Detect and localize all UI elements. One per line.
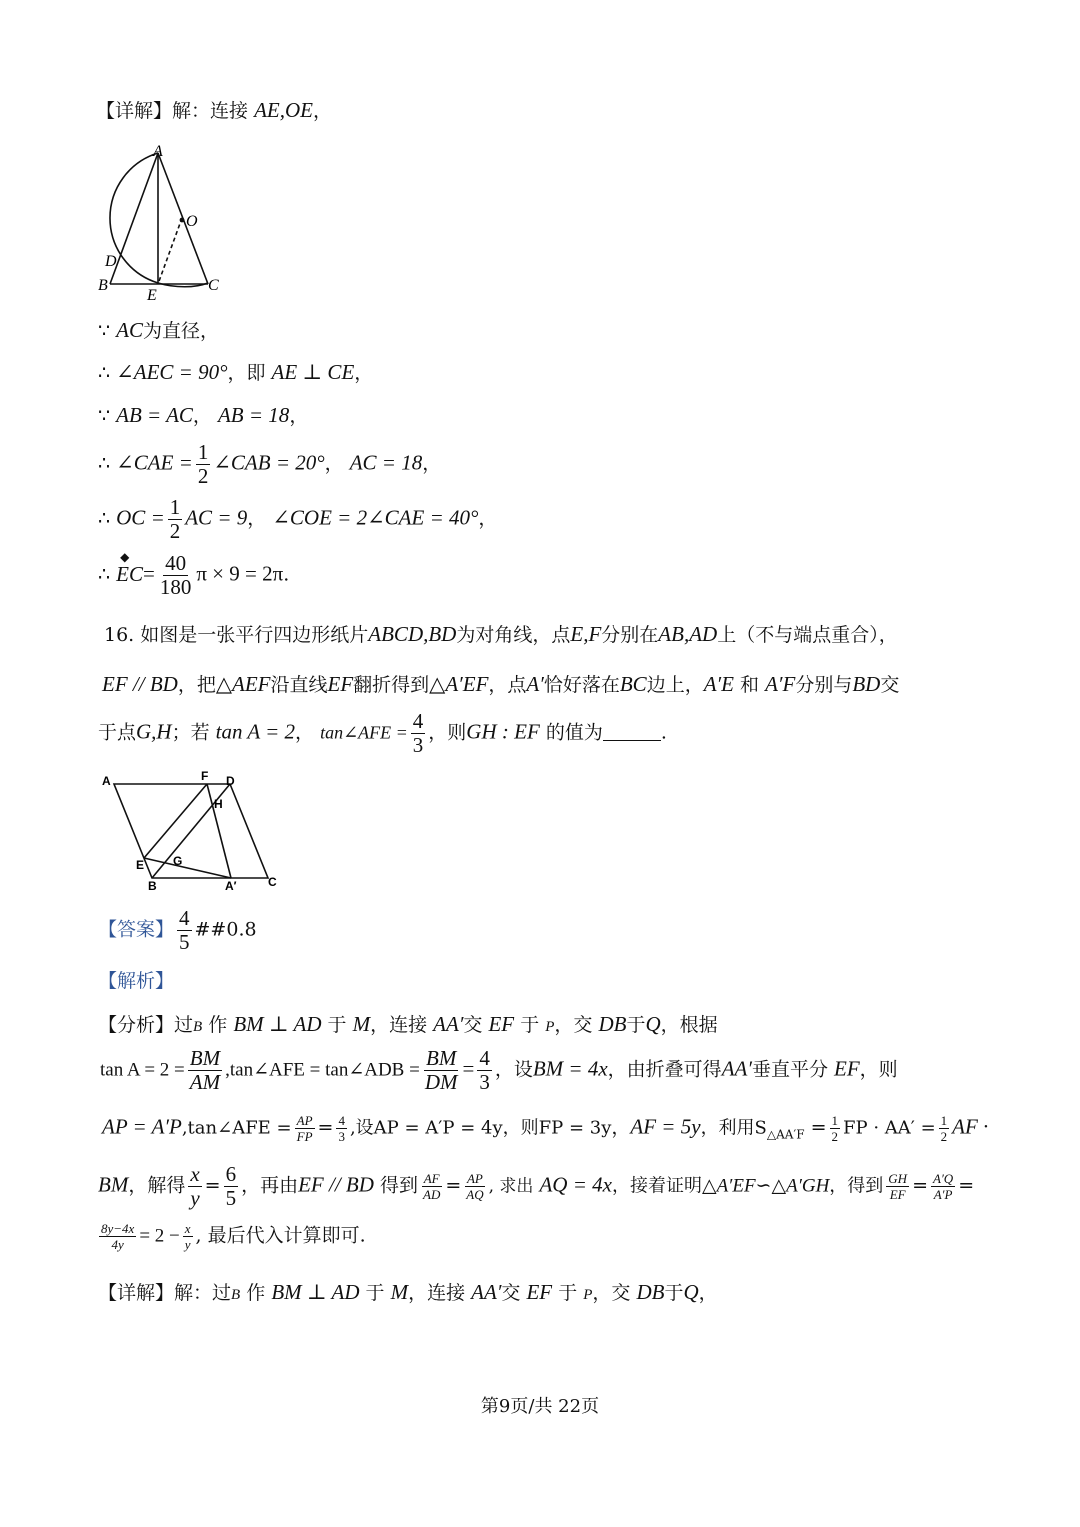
label-E: E <box>136 858 145 872</box>
label-F: F <box>201 769 209 783</box>
step-3: ∵ AB = AC， AB = 18， <box>98 403 309 427</box>
analysis-line-2: tan A = 2 = $\frac{BM}{AM}$ ,tan∠AFE = tan∠ADB = $\frac{BM}{DM}$ = $\frac{4}{3}$ ，设BM = 4x，由折叠可得AA′垂直平分 EF，则 <box>100 1046 898 1094</box>
question-16-line-1: 16. 如图是一张平行四边形纸片ABCD,BD为对角线，点E,F分别在AB,AD上（不与端点重合）， <box>104 622 898 646</box>
step-4: ∴ ∠CAE = $\frac{1}{2}$ ∠CAB = 20°， AC = 18， <box>98 440 442 488</box>
step-2: ∴ ∠AEC = 90°，即 AE ⊥ CE， <box>98 360 374 384</box>
label-D: D <box>105 253 117 270</box>
question-16-line-2: EF // BD，把△AEF沿直线EF翻折得到△A′EF，点A′恰好落在BC边上，A′E 和 A′F分别与BD交 <box>102 672 900 696</box>
label-B: B <box>98 277 108 294</box>
label-A-prime: A′ <box>225 879 237 893</box>
label-C: C <box>208 277 219 294</box>
analysis-line-1: 【分析】过B 作 BM ⊥ AD 于 M，连接 AA′交 EF 于 P，交 DB于Q，根据 <box>98 1012 718 1036</box>
figure-circle-triangle <box>90 138 240 308</box>
detail-label: 【详解】 <box>96 100 173 122</box>
label-H: H <box>214 797 223 811</box>
page-footer: 第9页/共 22页 <box>480 1396 600 1417</box>
answer-line: 【答案】 $\frac{4}{5}$ ##0.8 <box>98 906 257 954</box>
step-6: ∴ ◆ EC= $\frac{40}{180}$ π × 9 = 2π. <box>98 549 290 599</box>
analysis-line-3: AP = A′P,tan∠AFE = $\frac{AP}{FP}$ = $\frac{4}{3}$ ,设AP = A′P = 4y，则FP = 3y，AF = 5y，利用$S_{\triangle AA'F}$ = $\frac{1}{2}$ FP · AA′ = $\frac{1}{2}$ AF · <box>102 1113 989 1144</box>
label-A: A <box>102 774 111 788</box>
step-1: ∵ AC为直径， <box>98 318 219 342</box>
answer-blank <box>603 722 661 741</box>
detail-line-16: 【详解】解：过B 作 BM ⊥ AD 于 M，连接 AA′交 EF 于 P，交 DB于Q， <box>98 1280 718 1304</box>
figure-parallelogram <box>98 768 288 898</box>
label-A: A <box>153 143 163 160</box>
analysis-label: 【解析】 <box>98 970 175 992</box>
label-G: G <box>173 854 183 868</box>
label-D: D <box>226 774 235 788</box>
label-E: E <box>147 287 157 304</box>
label-O: O <box>186 213 198 230</box>
answer-label: 【答案】 <box>98 918 175 941</box>
analysis-line-4: BM，解得 $\frac{x}{y}$ = $\frac{6}{5}$ ，再由EF // BD 得到 $\frac{AF}{AD}$ = $\frac{AP}{AQ}$ , 求出 AQ = 4x，接着证明△A′EF∽△A′GH，得到 $\frac{GH}{EF}$ = $\frac{A'Q}{A'P}$ = <box>98 1162 975 1210</box>
analysis-label-line <box>98 970 174 993</box>
detail-line-15: 【详解】解：连接 AE,OE， <box>96 98 332 122</box>
label-B: B <box>148 879 157 893</box>
question-16-line-3: 于点G,H；若 tan A = 2， tan∠AFE = $\frac{4}{3}$ ，则GH : EF 的值为 . <box>98 709 667 757</box>
step-5: ∴ OC = $\frac{1}{2}$ AC = 9， ∠COE = 2∠CAE = 40°， <box>98 495 498 543</box>
label-C: C <box>268 875 277 889</box>
analysis-line-5: $\frac{8y-4x}{4y}$ = 2 − $\frac{x}{y}$ , 最后代入计算即可. <box>101 1221 366 1252</box>
